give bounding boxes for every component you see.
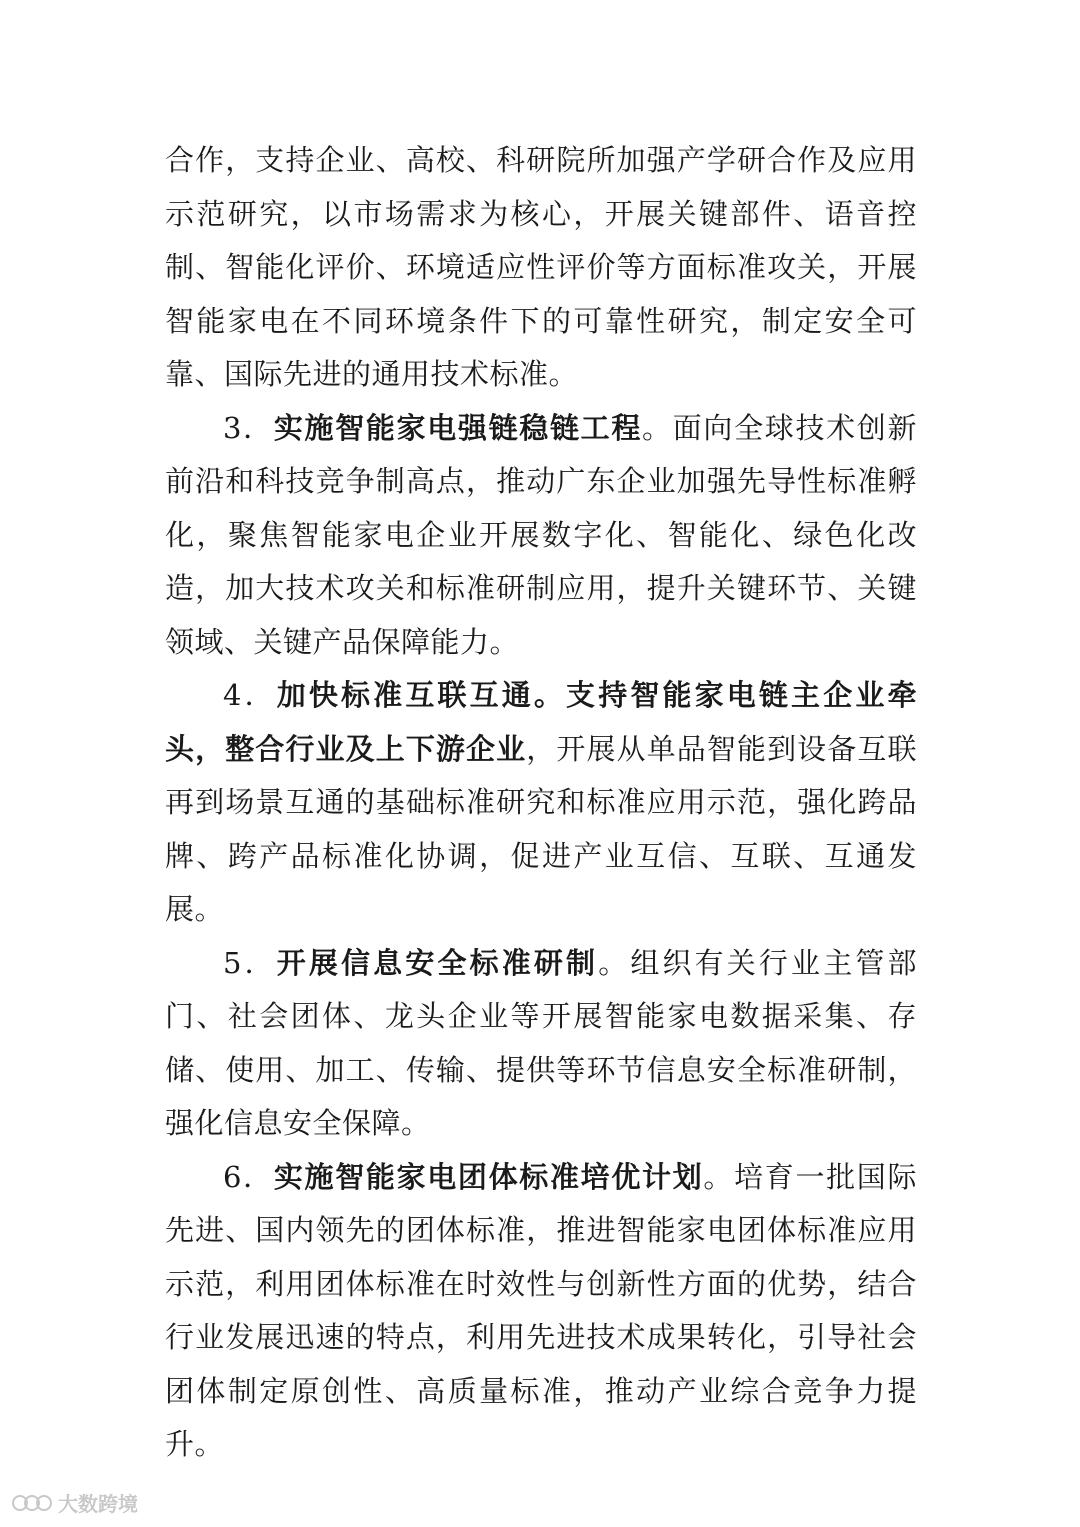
paragraph-item-4 — [165, 669, 917, 937]
document-page — [165, 134, 917, 1472]
paragraph-item-6 — [165, 1151, 917, 1472]
weibo-eyes-logo-icon — [12, 1492, 52, 1514]
watermark-text: 大数跨境 — [58, 1492, 138, 1516]
item-heading: 实施智能家电强链稳链工程 — [273, 410, 643, 445]
item-number: 4． — [223, 678, 277, 712]
item-number: 6． — [223, 1159, 274, 1194]
watermark — [12, 1488, 138, 1517]
item-body: 。培育一批国际先进、国内领先的团体标准，推进智能家电团体标准应用示范，利用团体标准在时效性与创新性方面的优势，结合行业发展迅速的特点，利用先进技术成果转化，引导社会团体制定原创性、高质量标准，推动产业综合竞争力提升。 — [165, 1159, 917, 1461]
item-number: 5． — [223, 945, 277, 980]
paragraph-body: 合作，支持企业、高校、科研院所加强产学研合作及应用示范研究，以市场需求为核心，开展关键部件、语音控制、智能化评价、环境适应性评价等方面标准攻关，开展智能家电在不同环境条件下的可靠性研究，制定安全可靠、国际先进的通用技术标准。 — [165, 143, 917, 391]
item-body: 。组织有关行业主管部门、社会团体、龙头企业等开展智能家电数据采集、存储、使用、加工、传输、提供等环节信息安全标准研制，强化信息安全保障。 — [165, 945, 917, 1140]
item-heading: 加快标准互联互通。支持智能家电链主企业牵头，整合行业及上下游企业 — [165, 678, 917, 766]
item-body: 。面向全球技术创新前沿和科技竞争制高点，推动广东企业加强先导性标准孵化，聚焦智能家电企业开展数字化、智能化、绿色化改造，加大技术攻关和标准研制应用，提升关键环节、关键领域、关键产品保障能力。 — [165, 410, 917, 659]
item-heading: 开展信息安全标准研制 — [276, 945, 599, 980]
paragraph-cooperation — [165, 134, 917, 402]
paragraph-item-5 — [165, 937, 917, 1151]
paragraph-item-3 — [165, 402, 917, 670]
item-body: ，开展从单品智能到设备互联再到场景互通的基础标准研究和标准应用示范，强化跨品牌、跨产品标准化协调，促进产业互信、互联、互通发展。 — [165, 731, 917, 926]
item-number: 3． — [223, 410, 274, 445]
item-heading: 实施智能家电团体标准培优计划 — [273, 1159, 704, 1194]
